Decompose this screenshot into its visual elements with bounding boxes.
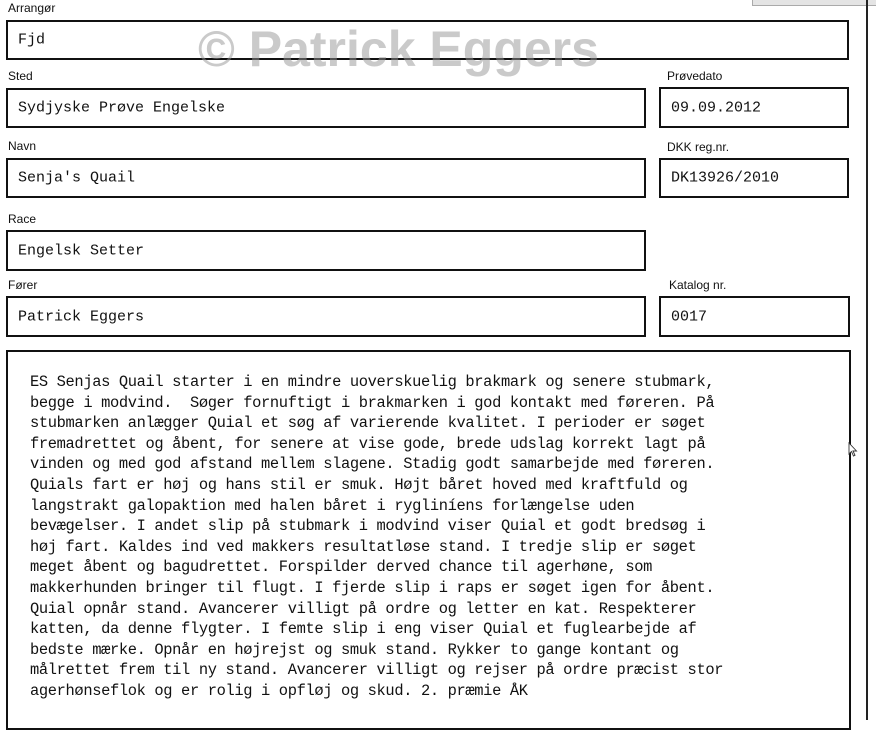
arrangor-value: Fjd xyxy=(18,31,46,49)
critique-line: bedste mærke. Opnår en højrejst og smuk stand. Rykker to gange kontant og xyxy=(30,640,679,659)
race-label: Race xyxy=(8,212,37,226)
forer-label: Fører xyxy=(8,278,38,292)
sted-label: Sted xyxy=(8,69,33,83)
dkk-label: DKK reg.nr. xyxy=(667,140,730,154)
arrangor-label: Arrangør xyxy=(8,1,56,15)
window-edge xyxy=(752,0,876,6)
critique-line: meget åbent og bagudrettet. Forspilder derved chance til agerhøne, som xyxy=(30,558,653,577)
dkk-value: DK13926/2010 xyxy=(671,169,780,187)
navn-field[interactable] xyxy=(6,158,646,198)
sted-field[interactable] xyxy=(6,88,646,128)
critique-line: langstrakt galopaktion med halen båret i rygliníens forlængelse uden xyxy=(30,496,635,515)
critique-line: målrettet frem til ny stand. Avancerer villigt og rejser på ordre præcist stor xyxy=(30,661,724,680)
critique-line: begge i modvind. Søger fornuftigt i brakmarken i god kontakt med føreren. På xyxy=(30,393,715,412)
form-right-border xyxy=(866,0,868,720)
provedato-label: Prøvedato xyxy=(667,69,723,83)
critique-line: agerhønseflok og er rolig i opfløj og skud. 2. præmie ÅK xyxy=(30,681,528,700)
critique-line: bevægelser. I andet slip på stubmark i modvind viser Quial et godt bredsøg i xyxy=(30,517,706,536)
watermark: © Patrick Eggers xyxy=(198,21,599,77)
navn-label: Navn xyxy=(8,139,37,153)
critique-textarea[interactable] xyxy=(6,350,851,730)
critique-text xyxy=(30,372,845,702)
katalog-label: Katalog nr. xyxy=(669,278,727,292)
forer-value: Patrick Eggers xyxy=(18,308,145,325)
critique-line: vinden og med god afstand mellem slagene. Stadig godt samarbejde med føreren. xyxy=(30,455,715,474)
navn-value: Senja's Quail xyxy=(18,169,136,187)
critique-line: katten, da denne flygter. I femte slip i eng viser Quial et fuglearbejde af xyxy=(30,620,697,639)
sted-value: Sydjyske Prøve Engelske xyxy=(18,99,226,117)
katalog-value: 0017 xyxy=(671,308,708,325)
katalog-field[interactable] xyxy=(659,296,850,337)
mouse-cursor-icon xyxy=(848,442,858,458)
critique-line: stubmarken anlægger Quial et søg af varierende kvalitet. I perioder er søget xyxy=(30,414,706,433)
race-field[interactable] xyxy=(6,230,646,271)
race-value: Engelsk Setter xyxy=(18,242,145,259)
critique-line: Quials fart er høj og hans stil er smuk. Højt båret hoved med kraftfuld og xyxy=(30,475,688,494)
provedato-field[interactable] xyxy=(659,87,849,128)
provedato-value: 09.09.2012 xyxy=(671,99,762,116)
critique-line: høj fart. Kaldes ind ved makkers resultatløse stand. I tredje slip er søget xyxy=(30,537,697,556)
critique-line: makkerhunden bringer til flugt. I fjerde slip i raps er søget igen for åbent. xyxy=(30,578,715,597)
critique-line: Quial opnår stand. Avancerer villigt på ordre og letter en kat. Respekterer xyxy=(30,599,697,618)
critique-line: fremadrettet og åbent, for senere at vise gode, brede udslag korrekt lagt på xyxy=(30,434,706,453)
forer-field[interactable] xyxy=(6,296,646,337)
dkk-field[interactable] xyxy=(659,158,849,198)
critique-line: ES Senjas Quail starter i en mindre uoverskuelig brakmark og senere stubmark, xyxy=(30,373,715,391)
